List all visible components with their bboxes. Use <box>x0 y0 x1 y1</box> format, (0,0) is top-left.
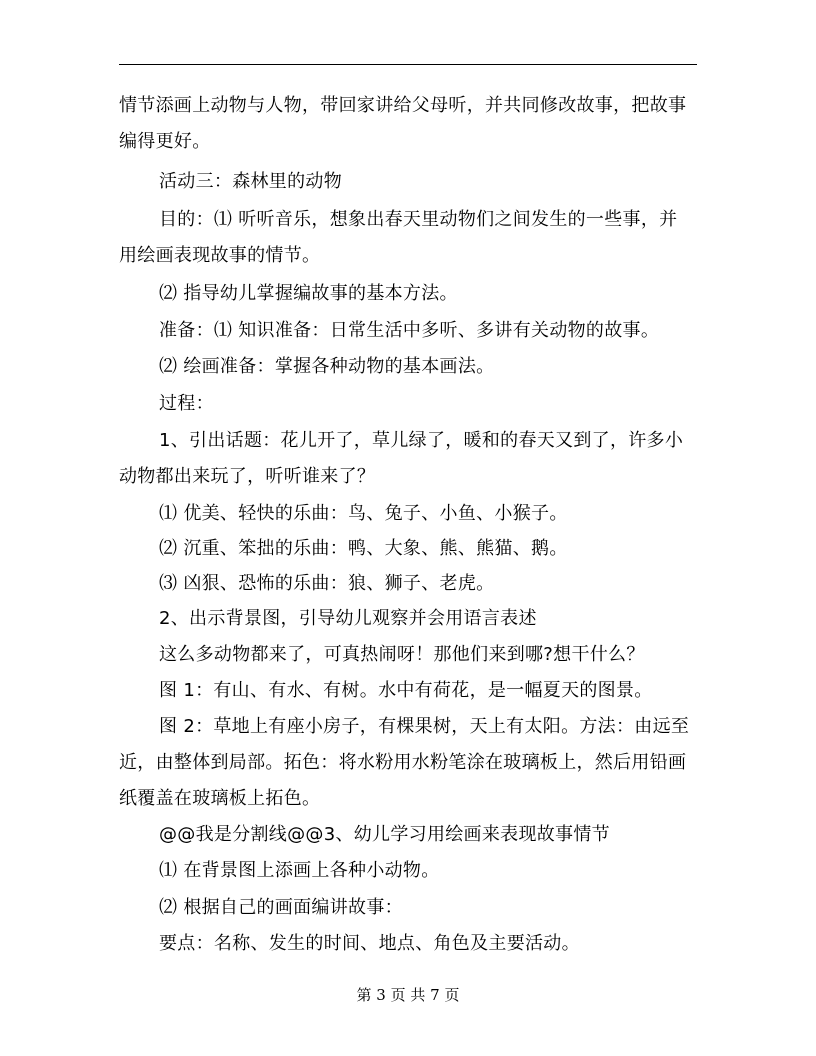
paragraph-line: ⑵ 指导幼儿掌握编故事的基本方法。 <box>159 283 458 304</box>
paragraph-line: 要点：名称、发生的时间、地点、角色及主要活动。 <box>159 933 580 954</box>
list-item: ⑴ 在背景图上添画上各种小动物。 <box>159 860 440 881</box>
list-item: ⑶ 凶狠、恐怖的乐曲：狼、狮子、老虎。 <box>159 573 495 594</box>
paragraph-line: 情节添画上动物与人物，带回家讲给父母听，并共同修改故事，把故事 <box>119 95 687 116</box>
paragraph-line: 2、出示背景图，引导幼儿观察并会用语言表述 <box>159 608 537 629</box>
list-item: ⑵ 根据自己的画面编讲故事： <box>159 897 403 918</box>
page-number: 第 3 页 共 7 页 <box>356 986 460 1004</box>
header-rule <box>119 64 697 65</box>
paragraph-line: 纸覆盖在玻璃板上拓色。 <box>119 788 321 809</box>
paragraph-line: @@我是分割线@@3、幼儿学习用绘画来表现故事情节 <box>159 824 610 845</box>
paragraph-line: 编得更好。 <box>119 131 211 152</box>
paragraph-line: 动物都出来玩了，听听谁来了？ <box>119 466 376 487</box>
paragraph-line: ⑵ 绘画准备：掌握各种动物的基本画法。 <box>159 356 495 377</box>
paragraph-line: 图 2：草地上有座小房子，有棵果树，天上有太阳。方法：由远至 <box>159 716 690 737</box>
list-item: ⑴ 优美、轻快的乐曲：鸟、兔子、小鱼、小猴子。 <box>159 503 568 524</box>
paragraph-line: 目的：⑴ 听听音乐，想象出春天里动物们之间发生的一些事，并 <box>159 209 678 230</box>
paragraph-line: 图 1：有山、有水、有树。水中有荷花，是一幅夏天的图景。 <box>159 680 653 701</box>
paragraph-line: 1、引出话题：花儿开了，草儿绿了，暖和的春天又到了，许多小 <box>159 430 684 451</box>
section-heading: 活动三：森林里的动物 <box>159 171 342 192</box>
paragraph-line: 过程： <box>159 393 214 414</box>
list-item: ⑵ 沉重、笨拙的乐曲：鸭、大象、熊、熊猫、鹅。 <box>159 538 568 559</box>
paragraph-line: 准备：⑴ 知识准备：日常生活中多听、多讲有关动物的故事。 <box>159 320 660 341</box>
paragraph-line: 近，由整体到局部。拓色：将水粉用水粉笔涂在玻璃板上，然后用铅画 <box>119 752 687 773</box>
paragraph-line: 用绘画表现故事的情节。 <box>119 245 321 266</box>
paragraph-line: 这么多动物都来了，可真热闹呀！那他们来到哪?想干什么？ <box>159 644 645 665</box>
